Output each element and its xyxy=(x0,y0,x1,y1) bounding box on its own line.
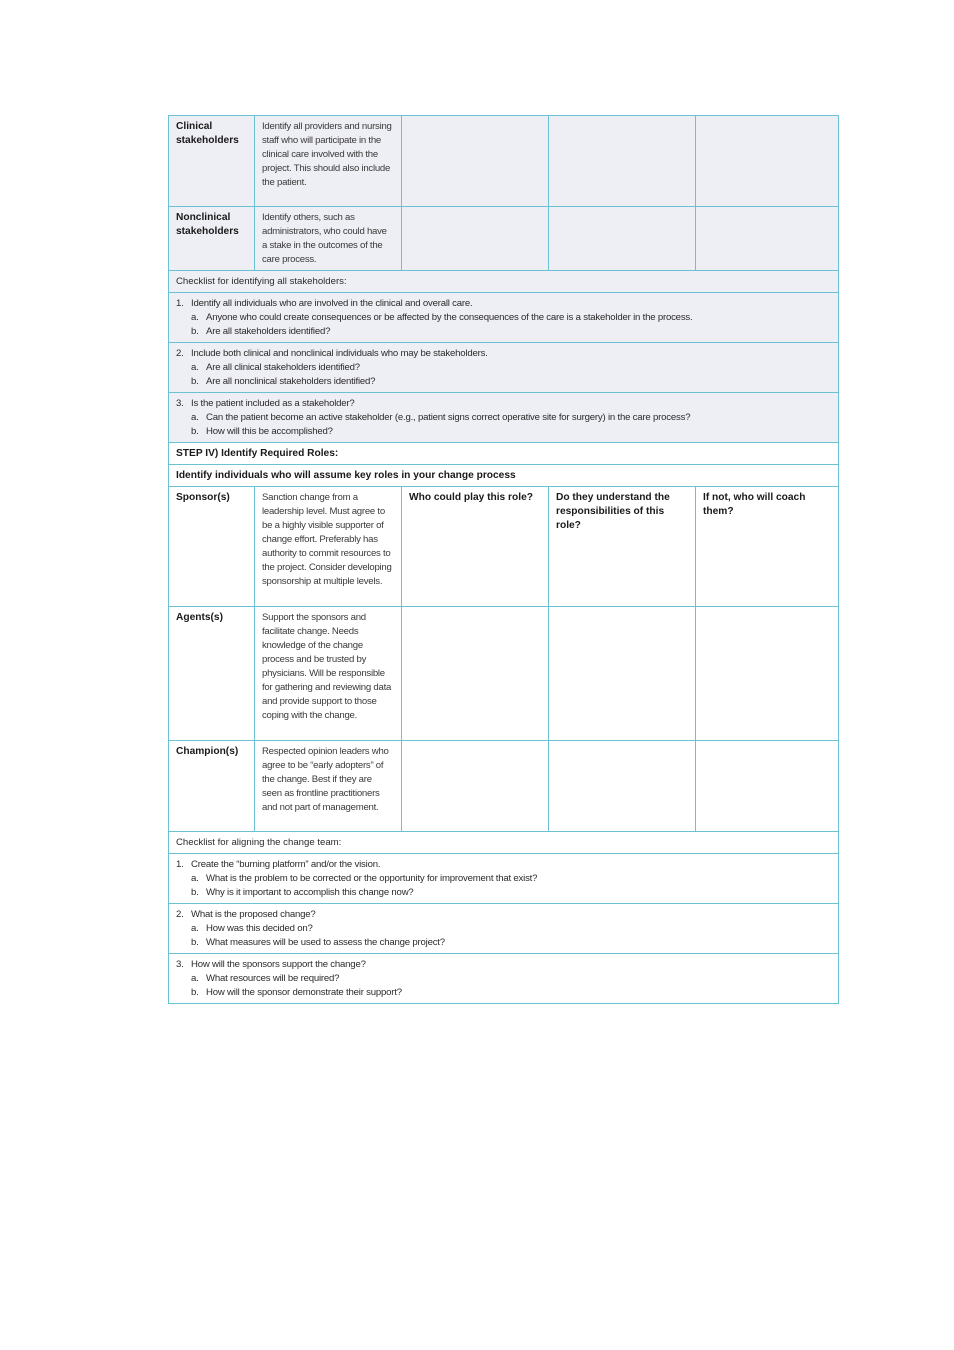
row-label: Clinical stakeholders xyxy=(169,116,255,207)
row-label: Champion(s) xyxy=(169,741,255,832)
checklist-subitem: a. Are all clinical stakeholders identified? xyxy=(191,362,360,373)
empty-cell[interactable] xyxy=(402,116,549,207)
empty-cell[interactable] xyxy=(696,741,839,832)
stakeholder-checklist-title-row xyxy=(169,271,839,293)
checklist-subitem: b. Why is it important to accomplish this change now? xyxy=(191,887,414,898)
checklist-item-row xyxy=(169,854,839,904)
checklist-item-row xyxy=(169,343,839,393)
checklist-item-row xyxy=(169,954,839,1004)
checklist-subitem: b. How will the sponsor demonstrate their support? xyxy=(191,987,402,998)
column-header-coach: If not, who will coach them? xyxy=(696,487,839,607)
step-subtitle-row xyxy=(169,465,839,487)
checklist-subitem: b. Are all stakeholders identified? xyxy=(191,326,331,337)
checklist-item: 1. Create the “burning platform” and/or the vision. xyxy=(176,859,381,870)
step-title: STEP IV) Identify Required Roles: xyxy=(169,443,839,465)
checklist-item: 2. What is the proposed change? xyxy=(176,909,316,920)
checklist-subitem: b. How will this be accomplished? xyxy=(191,426,333,437)
checklist-subitem: a. Anyone who could create consequences or be affected by the consequences of the care is a stakeholder in the process. xyxy=(191,312,693,323)
checklist-item: 3. Is the patient included as a stakeholder? xyxy=(176,398,355,409)
checklist-item: 3. How will the sponsors support the change? xyxy=(176,959,366,970)
checklist-item-row xyxy=(169,293,839,343)
stakeholder-row-nonclinical xyxy=(169,207,839,271)
checklist-subitem: b. What measures will be used to assess the change project? xyxy=(191,937,445,948)
step-subtitle: Identify individuals who will assume key roles in your change process xyxy=(169,465,839,487)
checklist-item-row xyxy=(169,904,839,954)
step-title-row xyxy=(169,443,839,465)
row-label: Sponsor(s) xyxy=(169,487,255,607)
empty-cell[interactable] xyxy=(549,607,696,741)
column-header-who: Who could play this role? xyxy=(402,487,549,607)
row-label: Agents(s) xyxy=(169,607,255,741)
checklist-title: Checklist for identifying all stakeholders: xyxy=(169,271,839,293)
change-team-worksheet-table xyxy=(168,115,839,1004)
checklist-item: 2. Include both clinical and nonclinical individuals who may be stakeholders. xyxy=(176,348,488,359)
row-description: Identify all providers and nursing staff who will participate in the clinical care involved with the project. This should also include the patient. xyxy=(255,116,402,207)
stakeholder-row-clinical xyxy=(169,116,839,207)
empty-cell[interactable] xyxy=(549,207,696,271)
role-row-champion xyxy=(169,741,839,832)
checklist-title: Checklist for aligning the change team: xyxy=(169,832,839,854)
team-checklist-title-row xyxy=(169,832,839,854)
row-description: Identify others, such as administrators, who could have a stake in the outcomes of the care process. xyxy=(255,207,402,271)
row-label: Nonclinical stakeholders xyxy=(169,207,255,271)
empty-cell[interactable] xyxy=(696,116,839,207)
empty-cell[interactable] xyxy=(549,741,696,832)
empty-cell[interactable] xyxy=(402,207,549,271)
empty-cell[interactable] xyxy=(402,741,549,832)
column-header-understand: Do they understand the responsibilities of this role? xyxy=(549,487,696,607)
empty-cell[interactable] xyxy=(696,207,839,271)
row-description: Respected opinion leaders who agree to be “early adopters” of the change. Best if they are seen as frontline practitioners and not part of management. xyxy=(255,741,402,832)
empty-cell[interactable] xyxy=(402,607,549,741)
empty-cell[interactable] xyxy=(549,116,696,207)
checklist-subitem: a. What resources will be required? xyxy=(191,973,340,984)
role-row-agents xyxy=(169,607,839,741)
checklist-subitem: b. Are all nonclinical stakeholders identified? xyxy=(191,376,376,387)
row-description: Support the sponsors and facilitate change. Needs knowledge of the change process and be trusted by physicians. Will be responsible for gathering and reviewing data and provide support to those coping with the change. xyxy=(255,607,402,741)
checklist-subitem: a. What is the problem to be corrected or the opportunity for improvement that exist? xyxy=(191,873,538,884)
role-row-sponsor xyxy=(169,487,839,607)
checklist-item-row xyxy=(169,393,839,443)
checklist-subitem: a. How was this decided on? xyxy=(191,923,313,934)
checklist-item: 1. Identify all individuals who are involved in the clinical and overall care. xyxy=(176,298,473,309)
checklist-subitem: a. Can the patient become an active stakeholder (e.g., patient signs correct operative site for surgery) in the care process? xyxy=(191,412,691,423)
row-description: Sanction change from a leadership level. Must agree to be a highly visible supporter of change effort. Preferably has authority to commit resources to the project. Consider developing sponsorship at multiple levels. xyxy=(255,487,402,607)
empty-cell[interactable] xyxy=(696,607,839,741)
